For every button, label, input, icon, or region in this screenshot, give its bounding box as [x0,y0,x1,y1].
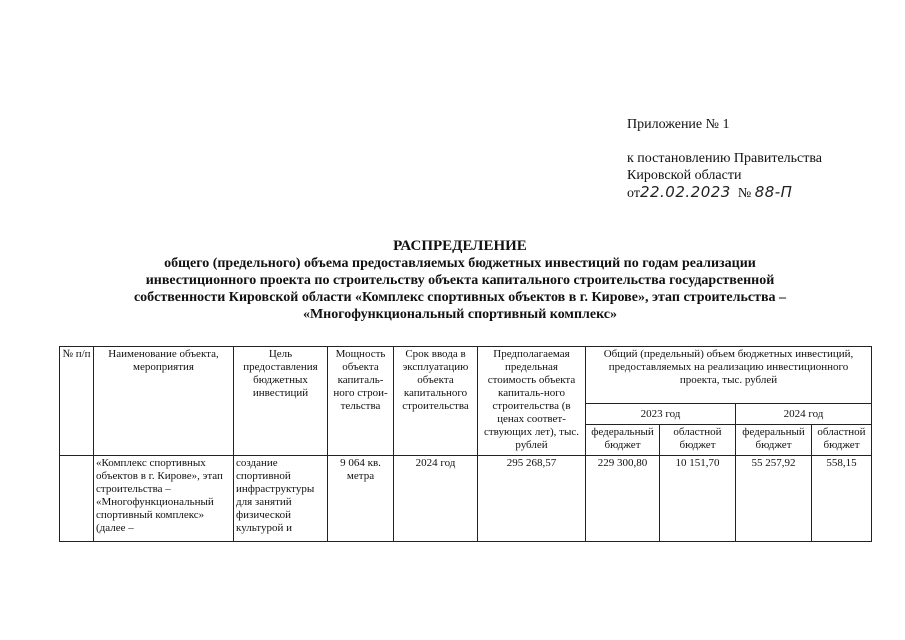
cell-regional-2023: 10 151,70 [660,456,736,542]
cell-regional-2024: 558,15 [812,456,872,542]
title-line-1: общего (предельного) объема предоставляемых бюджетных инвестиций по годам реализации [164,256,756,271]
cell-cost: 295 268,57 [478,456,586,542]
decree-date: 22.02.2023 [639,183,731,201]
distribution-table [59,346,872,542]
header-capacity: Мощность объекта капиталь-ного строи-тельства [328,347,394,456]
decree-date-line [627,184,822,202]
appendix-number: Приложение № 1 [627,117,730,132]
decree-reference [627,150,822,202]
header-regional-2024: областной бюджет [812,425,872,456]
cell-name: «Комплекс спортивных объектов в г. Кирове», этап строительства – «Многофункциональный спортивный комплекс» (далее – [94,456,234,542]
header-cost: Предполагаемая предельная стоимость объекта капиталь-ного строительства (в ценах соответ-ствующих лет), тыс. рублей [478,347,586,456]
decree-number: 88-П [754,183,793,201]
title-main: РАСПРЕДЕЛЕНИЕ [393,238,527,254]
title-line-2: инвестиционного проекта по строительству объекта капитального строительства государственной [145,273,775,288]
header-term: Срок ввода в эксплуатацию объекта капитального строительства [394,347,478,456]
header-federal-2023: федеральный бюджет [586,425,660,456]
decree-no-prefix: № [737,186,752,201]
header-purpose: Цель предоставления бюджетных инвестиций [234,347,328,456]
decree-line-1: к постановлению Правительства [627,151,823,166]
header-federal-2024: федеральный бюджет [736,425,812,456]
decree-from-prefix: от [627,186,640,201]
header-year-2023: 2023 год [586,404,736,425]
title-line-4: «Многофункциональный спортивный комплекс» [302,307,618,322]
header-name: Наименование объекта, мероприятия [94,347,234,456]
cell-purpose: создание спортивной инфраструктуры для занятий физической культурой и [234,456,328,542]
table-row [60,456,872,542]
document-title [60,238,860,323]
cell-no [60,456,94,542]
title-line-3: собственности Кировской области «Комплекс спортивных объектов в г. Кирове», этап строительства – [133,290,787,305]
cell-term: 2024 год [394,456,478,542]
header-no: № п/п [60,347,94,456]
decree-line-2: Кировской области [627,168,742,183]
cell-federal-2023: 229 300,80 [586,456,660,542]
cell-capacity: 9 064 кв. метра [328,456,394,542]
cell-federal-2024: 55 257,92 [736,456,812,542]
header-total: Общий (предельный) объем бюджетных инвестиций, предоставляемых на реализацию инвестиционного проекта, тыс. рублей [586,347,872,404]
header-regional-2023: областной бюджет [660,425,736,456]
header-year-2024: 2024 год [736,404,872,425]
header-row-1 [60,347,872,404]
